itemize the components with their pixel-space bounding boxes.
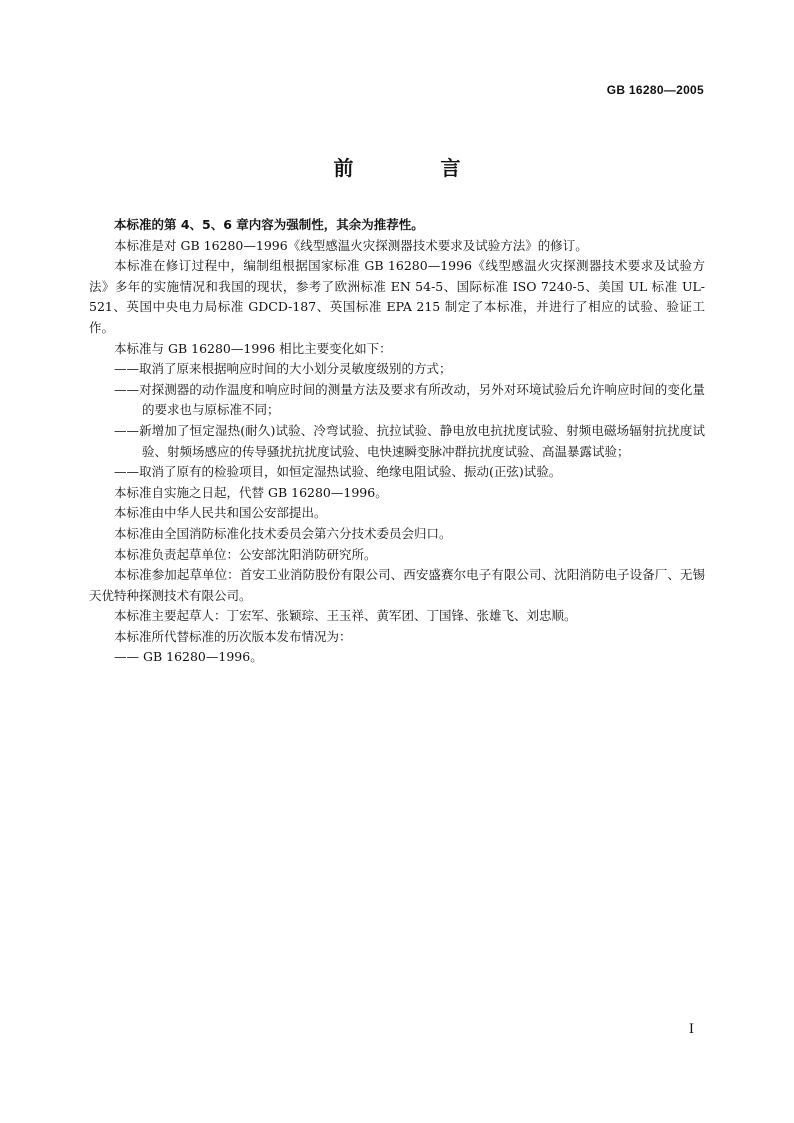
paragraph-main-drafters: 本标准主要起草人：丁宏军、张颖琮、王玉祥、黄军团、丁国锋、张雄飞、刘忠顺。 — [114, 608, 577, 624]
page-title: 前 言 — [333, 156, 501, 180]
change-item: ——新增加了恒定湿热(耐久)试验、冷弯试验、抗拉试验、静电放电抗扰度试验、射频电磁场辐射抗扰度试验、射频场感应的传导骚扰抗扰度试验、电快速瞬变脉冲群抗扰度试验、高温暴露试验； — [114, 422, 705, 459]
change-item: ——取消了原来根据响应时间的大小划分灵敏度级别的方式； — [114, 361, 452, 377]
paragraph-participating-units: 本标准参加起草单位：首安工业消防股份有限公司、西安盛赛尔电子有限公司、沈阳消防电子设备厂、无锡天优特种探测技术有限公司。 — [89, 567, 705, 603]
paragraph-proposed-by: 本标准由中华人民共和国公安部提出。 — [114, 505, 327, 521]
page-number: I — [688, 1022, 694, 1037]
foreword-body — [89, 215, 705, 668]
standard-code: GB 16280—2005 — [606, 83, 704, 97]
paragraph-drafting-unit: 本标准负责起草单位：公安部沈阳消防研究所。 — [114, 546, 377, 562]
paragraph-history-intro: 本标准所代替标准的历次版本发布情况为： — [114, 628, 352, 644]
paragraph-centralized-by: 本标准由全国消防标准化技术委员会第六分技术委员会归口。 — [114, 525, 452, 541]
paragraph-replaces: 本标准自实施之日起，代替 GB 16280—1996。 — [114, 484, 388, 500]
paragraph-main-changes-intro: 本标准与 GB 16280—1996 相比主要变化如下： — [114, 340, 392, 356]
paragraph-revision-of: 本标准是对 GB 16280—1996《线型感温火灾探测器技术要求及试验方法》的修订。 — [114, 237, 588, 253]
paragraph-mandatory-clauses: 本标准的第 4、5、6 章内容为强制性，其余为推荐性。 — [114, 217, 424, 232]
change-item: ——对探测器的动作温度和响应时间的测量方法及要求有所改动，另外对环境试验后允许响应时间的变化量的要求也与原标准不同； — [114, 381, 705, 418]
history-item: —— GB 16280—1996。 — [114, 649, 263, 665]
change-item: ——取消了原有的检验项目，如恒定湿热试验、绝缘电阻试验、振动(正弦)试验。 — [114, 464, 562, 480]
paragraph-revision-basis: 本标准在修订过程中，编制组根据国家标准 GB 16280—1996《线型感温火灾探测器技术要求及试验方法》多年的实施情况和我国的现状，参考了欧洲标准 EN 54-5、国际标准 ISO 7240-5、美国 UL 标准 UL-521、英国中央电力局标准 GDCD-187、英国标准 EPA 215 制定了本标准，并进行了相应的试验、验证工作。 — [89, 258, 705, 335]
